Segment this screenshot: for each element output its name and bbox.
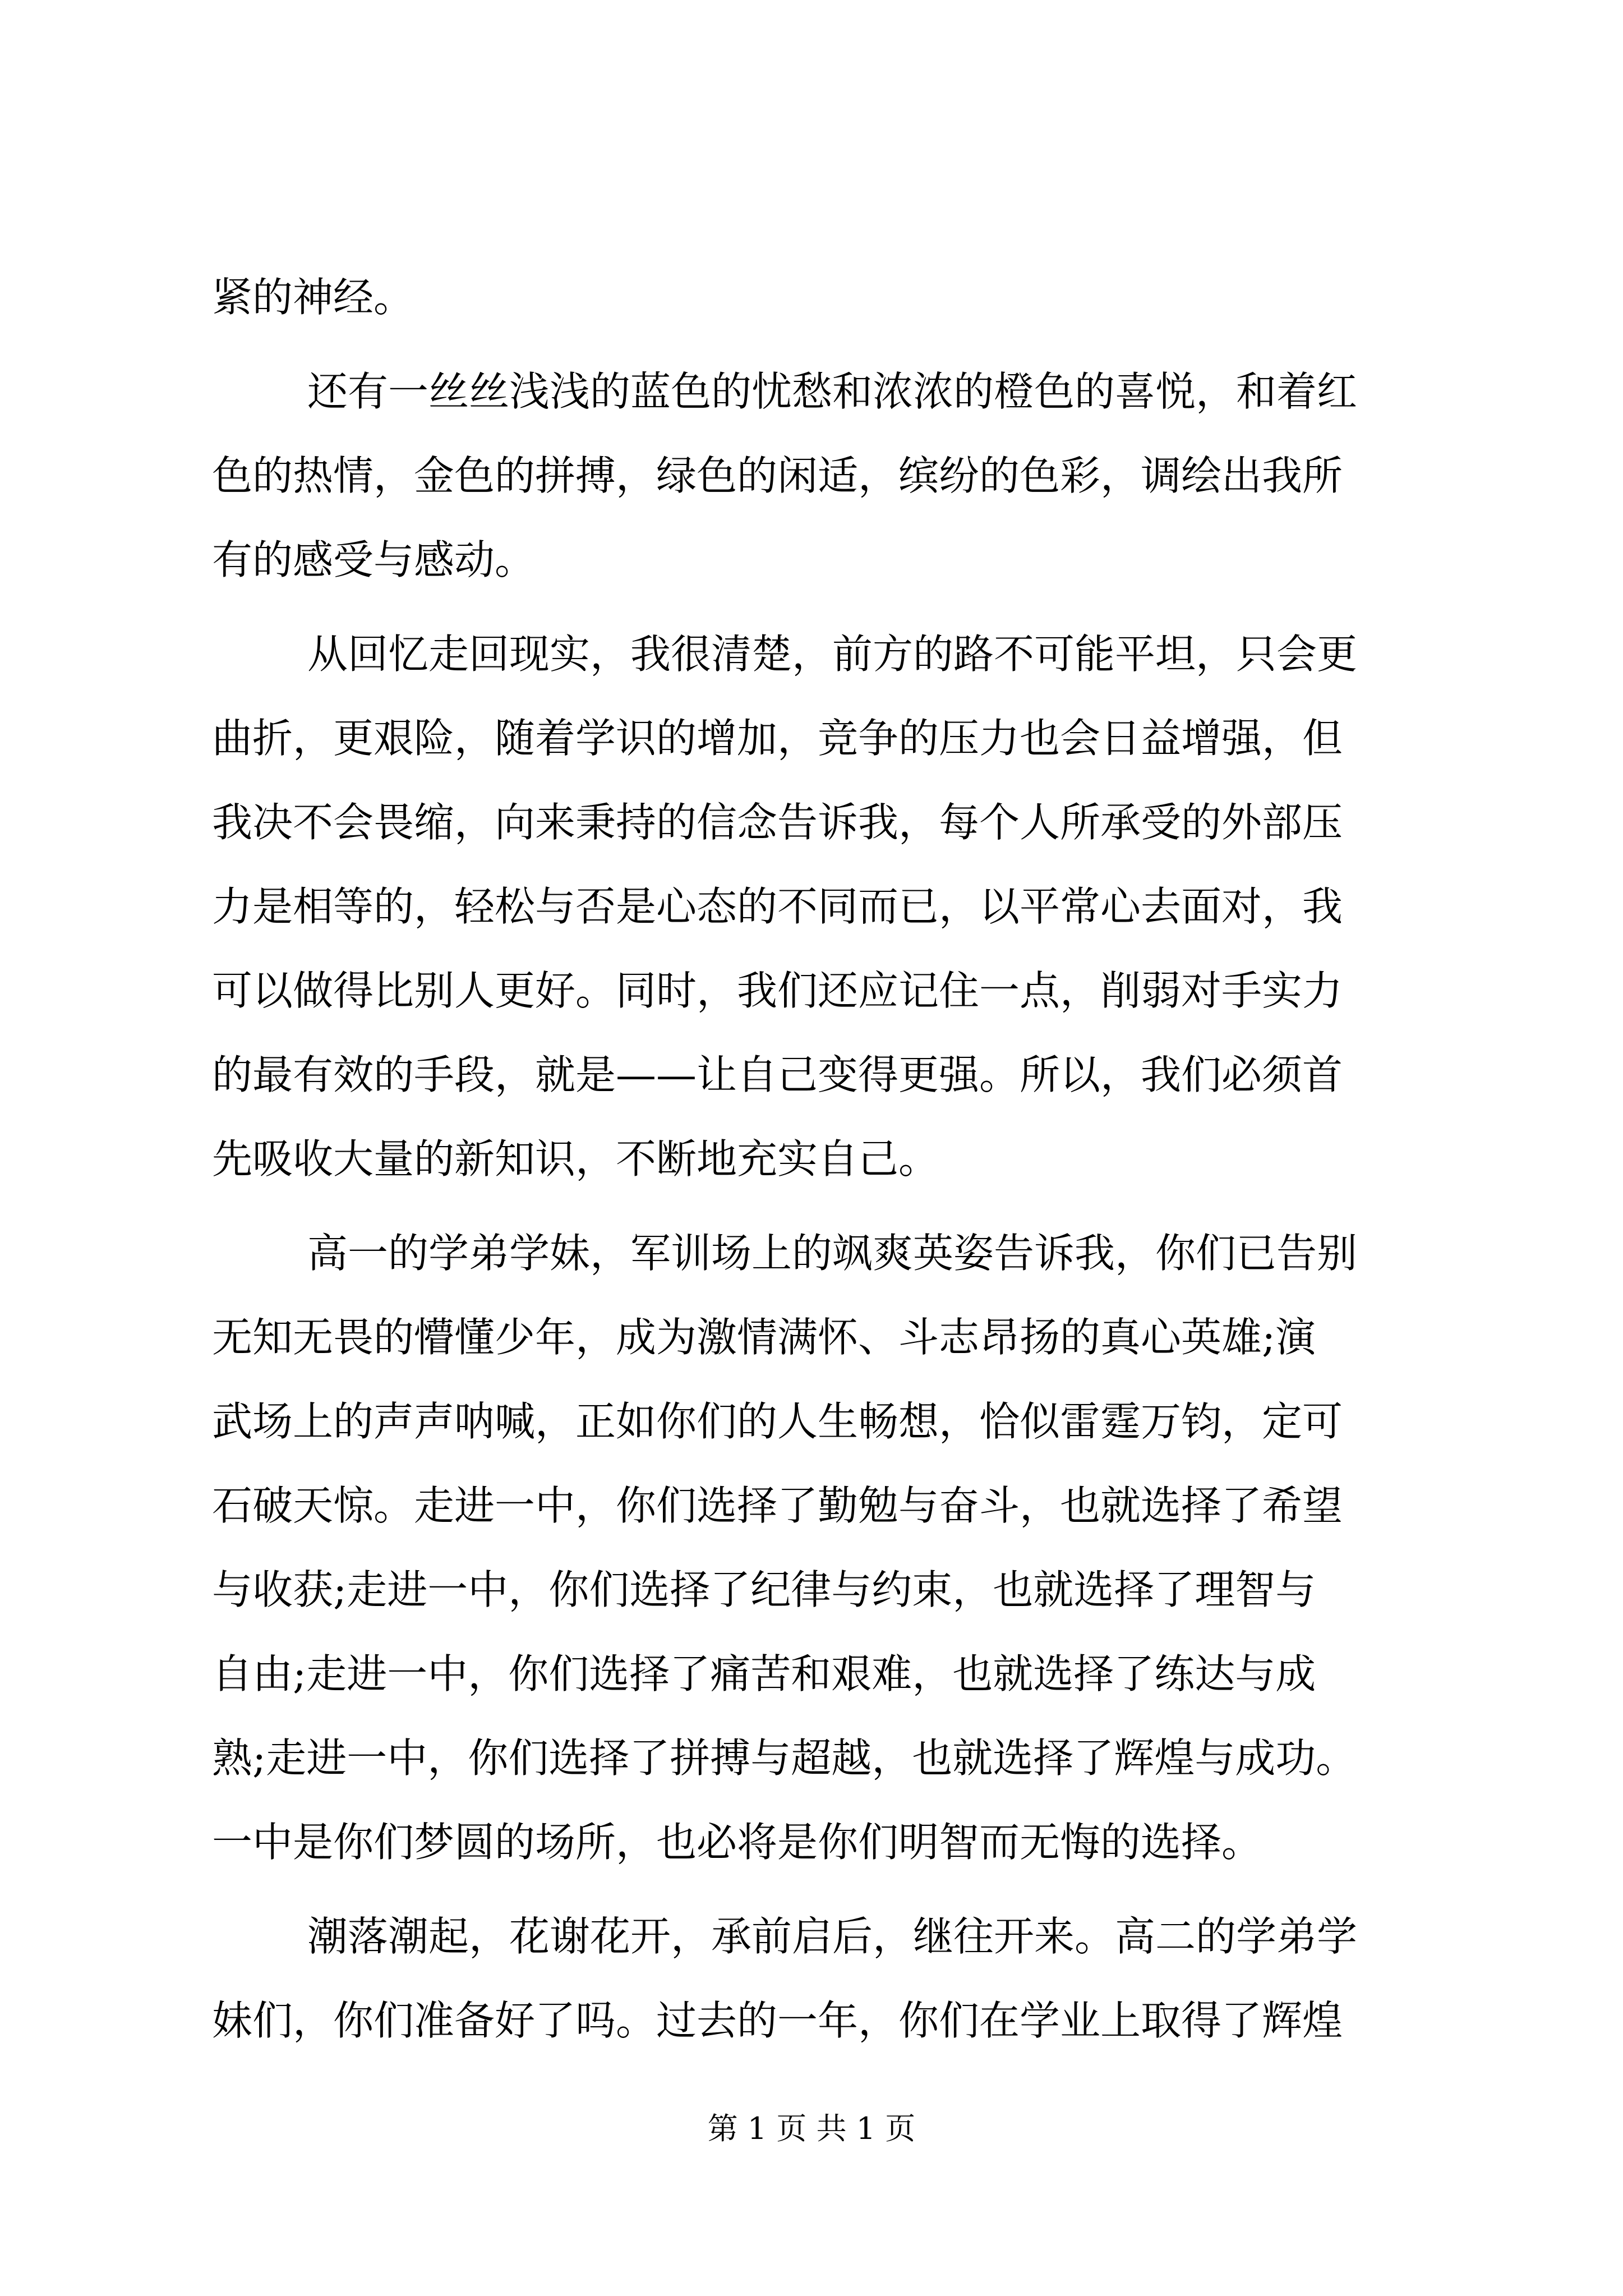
text-line: 武场上的声声呐喊，正如你们的人生畅想，恰似雷霆万钧，定可 — [212, 1398, 1343, 1445]
text-line: 我决不会畏缩，向来秉持的信念告诉我，每个人所承受的外部压 — [212, 799, 1343, 846]
text-line: 先吸收大量的新知识，不断地充实自己。 — [212, 1135, 939, 1182]
text-line: 色的热情，金色的拼搏，绿色的闲适，缤纷的色彩，调绘出我所 — [212, 452, 1343, 499]
paragraph — [212, 1894, 1415, 2063]
text-line: 熟;走进一中，你们选择了拼搏与超越，也就选择了辉煌与成功。 — [212, 1734, 1357, 1782]
paragraph — [212, 612, 1415, 1201]
page-number-label: 第 1 页 共 1 页 — [707, 2111, 916, 2146]
paragraph — [212, 255, 1415, 339]
text-line: 的最有效的手段，就是——让自己变得更强。所以，我们必须首 — [212, 1051, 1343, 1098]
paragraph — [212, 349, 1415, 602]
text-line: 无知无畏的懵懂少年，成为激情满怀、斗志昂扬的真心英雄;演 — [212, 1314, 1316, 1361]
text-line: 曲折，更艰险，随着学识的增加，竞争的压力也会日益增强，但 — [212, 715, 1343, 762]
body-text — [212, 255, 1415, 2063]
text-line: 力是相等的，轻松与否是心态的不同而已，以平常心去面对，我 — [212, 883, 1343, 930]
text-line: 自由;走进一中，你们选择了痛苦和艰难，也就选择了练达与成 — [212, 1650, 1316, 1697]
text-line: 紧的神经。 — [212, 274, 414, 321]
text-line: 潮落潮起，花谢花开，承前启后，继往开来。高二的学弟学 — [307, 1913, 1358, 1960]
paragraph — [212, 1211, 1415, 1884]
text-line: 有的感受与感动。 — [212, 536, 536, 583]
text-line: 与收获;走进一中，你们选择了纪律与约束，也就选择了理智与 — [212, 1566, 1316, 1613]
page-footer — [0, 2106, 1623, 2151]
text-line: 妹们，你们准备好了吗。过去的一年，你们在学业上取得了辉煌 — [212, 1997, 1343, 2044]
text-line: 一中是你们梦圆的场所，也必将是你们明智而无悔的选择。 — [212, 1819, 1262, 1866]
text-line: 石破天惊。走进一中，你们选择了勤勉与奋斗，也就选择了希望 — [212, 1482, 1343, 1529]
text-line: 高一的学弟学妹，军训场上的飒爽英姿告诉我，你们已告别 — [307, 1230, 1358, 1277]
text-line: 可以做得比别人更好。同时，我们还应记住一点，削弱对手实力 — [212, 967, 1343, 1014]
text-line: 还有一丝丝浅浅的蓝色的忧愁和浓浓的橙色的喜悦，和着红 — [307, 368, 1358, 415]
text-line: 从回忆走回现实，我很清楚，前方的路不可能平坦，只会更 — [307, 631, 1358, 678]
